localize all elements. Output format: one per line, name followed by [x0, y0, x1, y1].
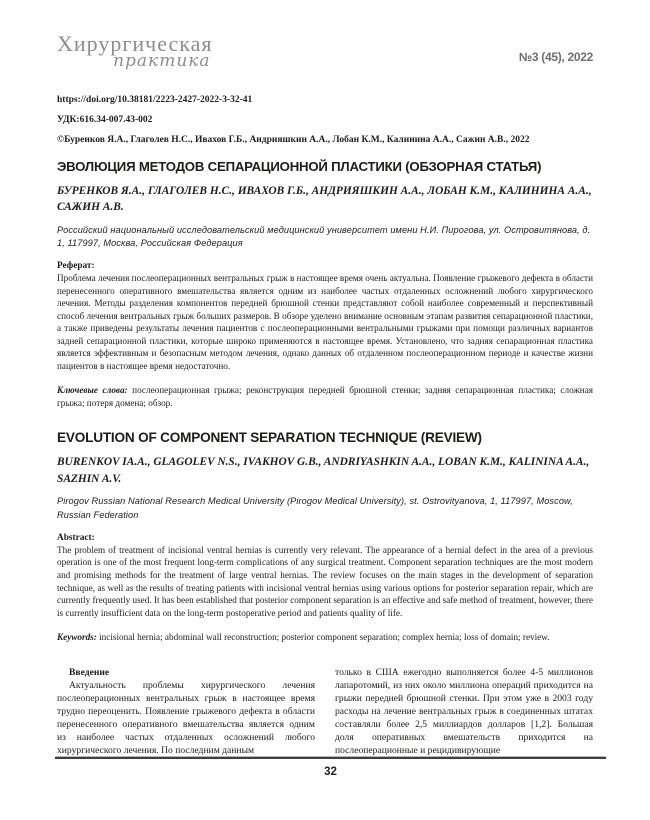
affiliation-ru: Российский национальный исследовательский медицинский университет имени Н.И. Пирогова, ул. Островитянова, д. 1, 117997, Москва, Российская Федерация	[57, 224, 591, 249]
abstract-label-ru: Реферат:	[57, 261, 95, 272]
abstract-text-ru: Проблема лечения послеоперационных вентральных грыж в настоящее время очень актуальна. Появление грыжевого дефекта в области перенесенного оперативного вмешательства является одним из наиболее частых отдаленных осложнений любого хирургического лечения. Методы разделения компонентов передней брюшной стенки представляют собой наиболее современный и перспективный способ лечения вентральных грыж больших размеров. В обзоре уделено внимание основным этапам развития сепарационной пластики, а также приведены результаты лечения пациентов с послеоперационными вентральными грыжами при помощи различных вариантов задней сепарационной пластики, которые широко применяются в настоящее время. Установлено, что задняя сепарационная пластика является эффективным и безопасным методом лечения, однако данных об отдаленном послеоперационном периоде и качестве жизни пациентов в настоящее время недостаточно.	[57, 273, 593, 371]
body-column-right	[335, 666, 593, 757]
keywords-label-ru: Ключевые слова:	[57, 385, 128, 396]
journal-logo-subtitle: практика	[113, 51, 211, 71]
abstract-section-ru	[57, 261, 593, 409]
keywords-en: incisional hernia; abdominal wall reconstruction; posterior component separation; complex hernia; loss of domain; review.	[96, 632, 550, 643]
udc-code: УДК:616.34-007.43-002	[57, 114, 153, 125]
authors-ru: БУРЕНКОВ Я.А., ГЛАГОЛЕВ Н.С., ИВАХОВ Г.Б., АНДРИЯШКИН А.А., ЛОБАН К.М., КАЛИНИНА А.А., САЖИН А.В.	[57, 184, 592, 214]
introduction-heading: Введение	[69, 666, 110, 678]
journal-logo	[57, 33, 213, 70]
body-text-left: Актуальность проблемы хирургического лечения послеоперационных вентральных грыж в настоящее время трудно переоценить. Появление грыжевого дефекта в области перенесенного оперативного вмешательства является одним из наиболее частых отдаленных осложнений любого хирургического лечения. По последним данным	[57, 679, 315, 756]
copyright-line: ©Буренков Я.А., Глаголев Н.С., Ивахов Г.Б., Андрияшкин А.А., Лобан К.М., Калинина А.А., Сажин А.В., 2022	[57, 135, 530, 145]
journal-header	[57, 33, 593, 70]
keywords-line-en	[57, 631, 593, 644]
authors-en: BURENKOV IA.A., GLAGOLEV N.S., IVAKHOV G.B., ANDRIYASHKIN A.A., LOBAN K.M., KALININA A.A., SAZHIN A.V.	[57, 456, 590, 485]
abstract-text-en: The problem of treatment of incisional ventral hernias is currently very relevant. The appearance of a hernial defect in the area of a previous operation is one of the most frequent long-term complications of any surgical treatment. Component separation techniques are the most modern and promising methods for the treatment of large ventral hernias. The review focuses on the main stages in the development of separation technique, as well as the results of treating patients with incisional ventral hernias using various options for posterior separation repair, which are currently frequently used. It has been established that posterior component separation is an effective and safe method of treatment, however, there is currently insufficient data on the long-term postoperative period and patients quality of life.	[57, 544, 593, 618]
body-column-left	[57, 666, 315, 757]
article-title-en: EVOLUTION OF COMPONENT SEPARATION TECHNIQUE (REVIEW)	[57, 430, 482, 446]
page-number: 32	[324, 766, 337, 778]
body-text-right: только в США ежегодно выполняется более 4-5 миллионов лапаротомий, из них около миллиона операций приходится на грыжи передней брюшной стенки. При этом уже в 2003 году расходы на лечение вентральных грыж в соединенных штатах составляли более 2,5 миллиардов долларов [1,2]. Большая доля оперативных вмешательств приходится на послеоперационные и рецидивирующие	[335, 666, 593, 756]
keywords-line-ru	[57, 384, 593, 409]
article-meta	[57, 96, 593, 146]
doi-link[interactable]: https://doi.org/10.38181/2223-2427-2022-3-32-41	[57, 95, 253, 105]
article-title-ru: ЭВОЛЮЦИЯ МЕТОДОВ СЕПАРАЦИОННОЙ ПЛАСТИКИ (ОБЗОРНАЯ СТАТЬЯ)	[57, 158, 542, 174]
page-footer	[55, 756, 606, 778]
footer-rule	[55, 756, 606, 759]
abstract-label-en: Abstract:	[57, 532, 95, 543]
issue-number: №3 (45), 2022	[518, 50, 593, 64]
article-body-columns	[57, 666, 593, 757]
abstract-section-en	[57, 533, 593, 644]
journal-logo-title: Хирургическая	[57, 31, 213, 56]
affiliation-en: Pirogov Russian National Research Medical University (Pirogov Medical University), st. Ostrovityanova, 1, 117997, Moscow, Russian Federation	[57, 496, 573, 521]
keywords-label-en: Keywords:	[57, 632, 97, 643]
keywords-ru: послеоперационная грыжа; реконструкция передней брюшной стенки; задняя сепарационная пластика; сложная грыжа; потеря домена; обзор.	[57, 385, 594, 408]
